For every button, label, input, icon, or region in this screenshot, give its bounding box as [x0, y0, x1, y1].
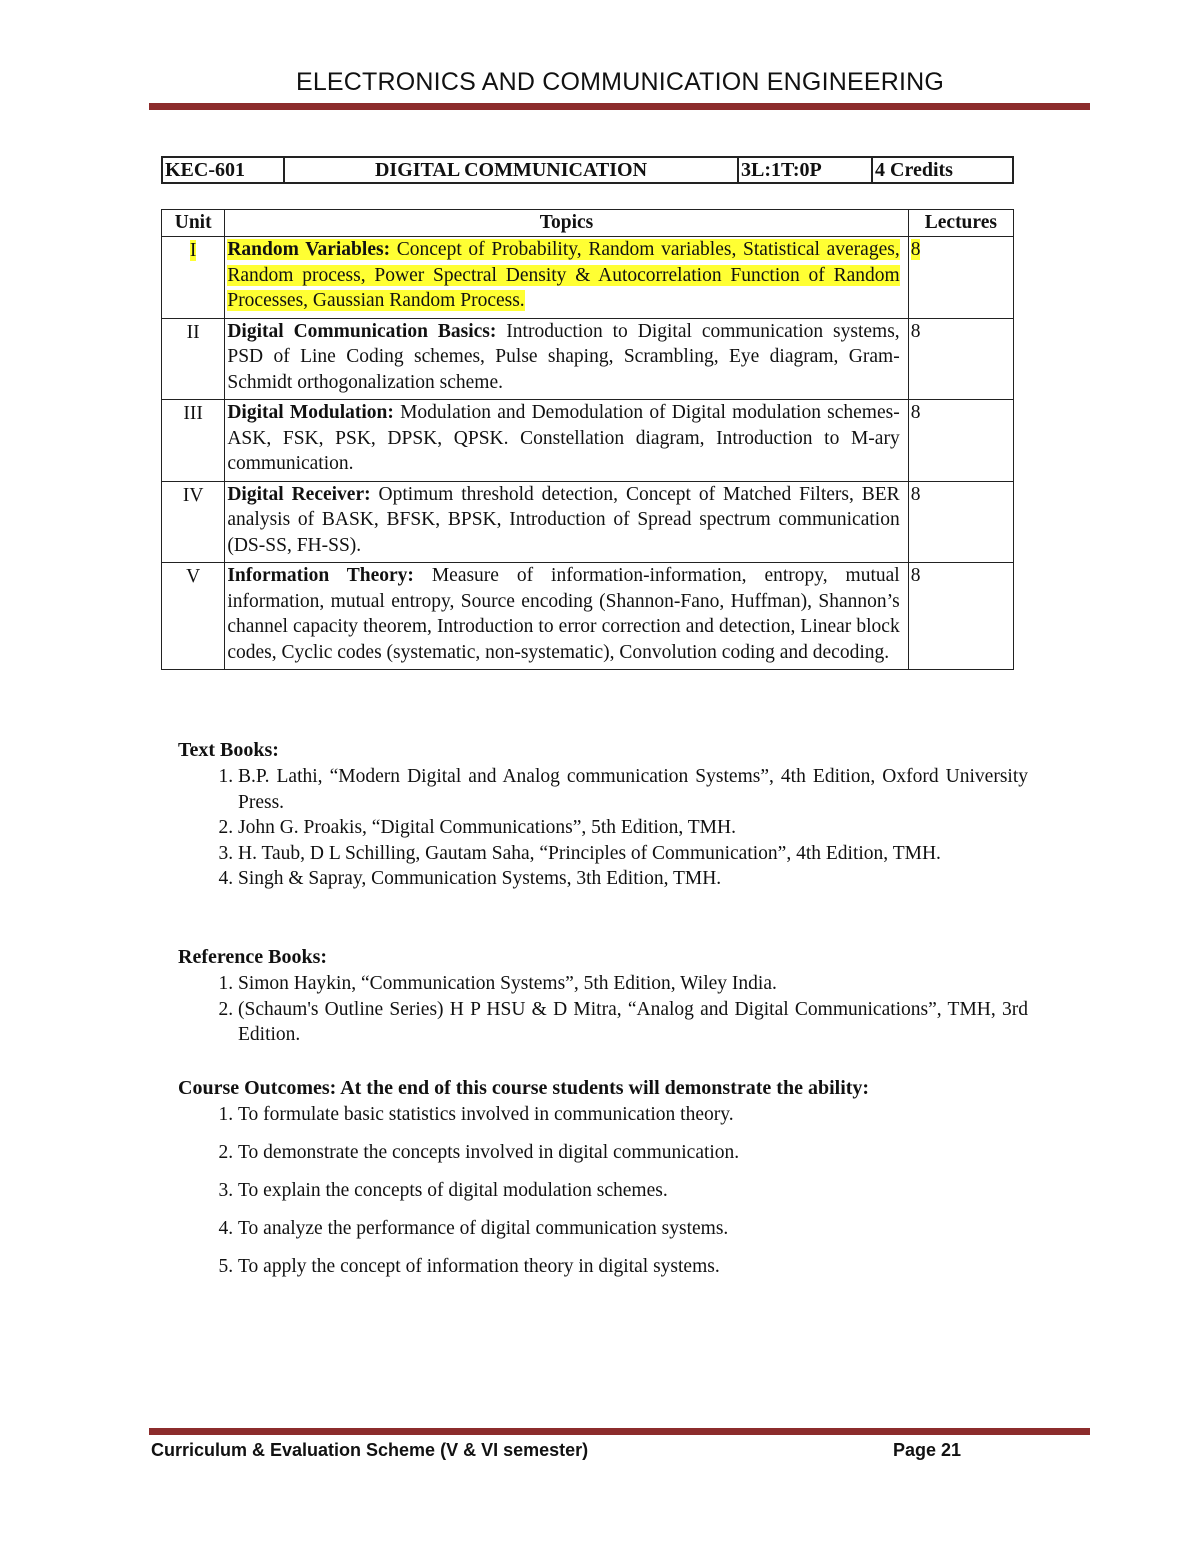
table-row — [162, 400, 1014, 482]
unit-number: V — [162, 563, 225, 670]
unit-number: I — [189, 240, 197, 261]
text-books-heading: Text Books: — [178, 739, 279, 761]
table-row — [162, 563, 1014, 670]
unit-number: II — [162, 318, 225, 400]
unit-description: Modulation and Demodulation of Digital modulation schemes-ASK, FSK, PSK, DPSK, QPSK. Constellation diagram, Introduction to M-ary communication. — [227, 402, 900, 474]
header-topics: Topics — [225, 210, 908, 237]
unit-description: Optimum threshold detection, Concept of Matched Filters, BER analysis of BASK, BFSK, BPSK, Introduction of Spread spectrum communication (DS-SS, FH-SS). — [227, 483, 900, 556]
list-item: 2. John G. Proakis, “Digital Communications”, 5th Edition, TMH. — [238, 815, 1028, 841]
unit-topics — [225, 400, 908, 482]
unit-number: III — [162, 400, 225, 482]
header-rule — [149, 103, 1090, 110]
units-table-header — [162, 210, 1014, 237]
unit-lectures: 8 — [908, 481, 1013, 563]
unit-topics — [225, 481, 908, 563]
course-outcomes-list — [200, 1102, 1028, 1292]
list-item: 1. To formulate basic statistics involved in communication theory. — [238, 1102, 1028, 1140]
reference-books-list — [200, 971, 1028, 1048]
units-table — [161, 209, 1014, 670]
unit-title: Digital Communication Basics: — [227, 320, 497, 342]
unit-topics — [225, 563, 908, 670]
list-item: 5. To apply the concept of information theory in digital systems. — [238, 1254, 1028, 1292]
unit-description: Concept of Probability, Random variables, Statistical averages, Random process, Power Spectral Density & Autocorrelation Function of Random Processes, Gaussian Random Process. — [227, 239, 900, 311]
unit-title: Information Theory: — [227, 565, 414, 586]
unit-topics — [225, 318, 908, 400]
unit-topics — [225, 237, 908, 319]
table-row — [162, 481, 1014, 563]
page-header-title: ELECTRONICS AND COMMUNICATION ENGINEERING — [295, 68, 945, 96]
list-item: 4. Singh & Sapray, Communication Systems, 3th Edition, TMH. — [238, 866, 1028, 892]
table-row — [162, 237, 1014, 319]
header-unit: Unit — [162, 210, 225, 237]
unit-description: Introduction to Digital communication systems, PSD of Line Coding schemes, Pulse shaping, Scrambling, Eye diagram, Gram-Schmidt orthogonalization scheme. — [227, 320, 900, 393]
page-number: Page 21 — [893, 1440, 962, 1460]
list-item: 2. (Schaum's Outline Series) H P HSU & D Mitra, “Analog and Digital Communications”, TMH, 3rd Edition. — [238, 997, 1028, 1048]
unit-lectures: 8 — [908, 318, 1013, 400]
footer-scheme-label: Curriculum & Evaluation Scheme (V & VI semester) — [151, 1440, 589, 1460]
reference-books-heading: Reference Books: — [178, 946, 328, 968]
unit-title: Digital Modulation: — [227, 402, 394, 423]
unit-lectures: 8 — [908, 563, 1013, 670]
course-code: KEC-601 — [162, 157, 284, 183]
course-outcomes-heading: Course Outcomes: At the end of this course students will demonstrate the ability: — [178, 1077, 870, 1099]
unit-title: Digital Receiver: — [227, 483, 371, 505]
unit-title: Random Variables: — [227, 239, 391, 260]
course-info-table — [161, 156, 1014, 184]
footer-rule — [149, 1428, 1090, 1435]
header-lectures: Lectures — [908, 210, 1013, 237]
text-books-list — [200, 764, 1028, 892]
unit-number: IV — [162, 481, 225, 563]
unit-lectures: 8 — [908, 400, 1013, 482]
list-item: 2. To demonstrate the concepts involved in digital communication. — [238, 1140, 1028, 1178]
course-credits: 4 Credits — [872, 157, 1013, 183]
list-item: 3. H. Taub, D L Schilling, Gautam Saha, “Principles of Communication”, 4th Edition, TMH. — [238, 841, 1028, 867]
table-row — [162, 318, 1014, 400]
list-item: 3. To explain the concepts of digital modulation schemes. — [238, 1178, 1028, 1216]
list-item: 1. Simon Haykin, “Communication Systems”, 5th Edition, Wiley India. — [238, 971, 1028, 997]
unit-lectures: 8 — [910, 239, 921, 260]
course-ltp: 3L:1T:0P — [738, 157, 872, 183]
course-name: DIGITAL COMMUNICATION — [284, 157, 738, 183]
unit-description: Measure of information-information, entropy, mutual information, mutual entropy, Source encoding (Shannon-Fano, Huffman), Shannon’s channel capacity theorem, Introduction to error correction and detection, Linear block codes, Cyclic codes (systematic, non-systematic), Convolution coding and decoding. — [227, 565, 900, 663]
list-item: 1. B.P. Lathi, “Modern Digital and Analog communication Systems”, 4th Edition, Oxford University Press. — [238, 764, 1028, 815]
list-item: 4. To analyze the performance of digital communication systems. — [238, 1216, 1028, 1254]
